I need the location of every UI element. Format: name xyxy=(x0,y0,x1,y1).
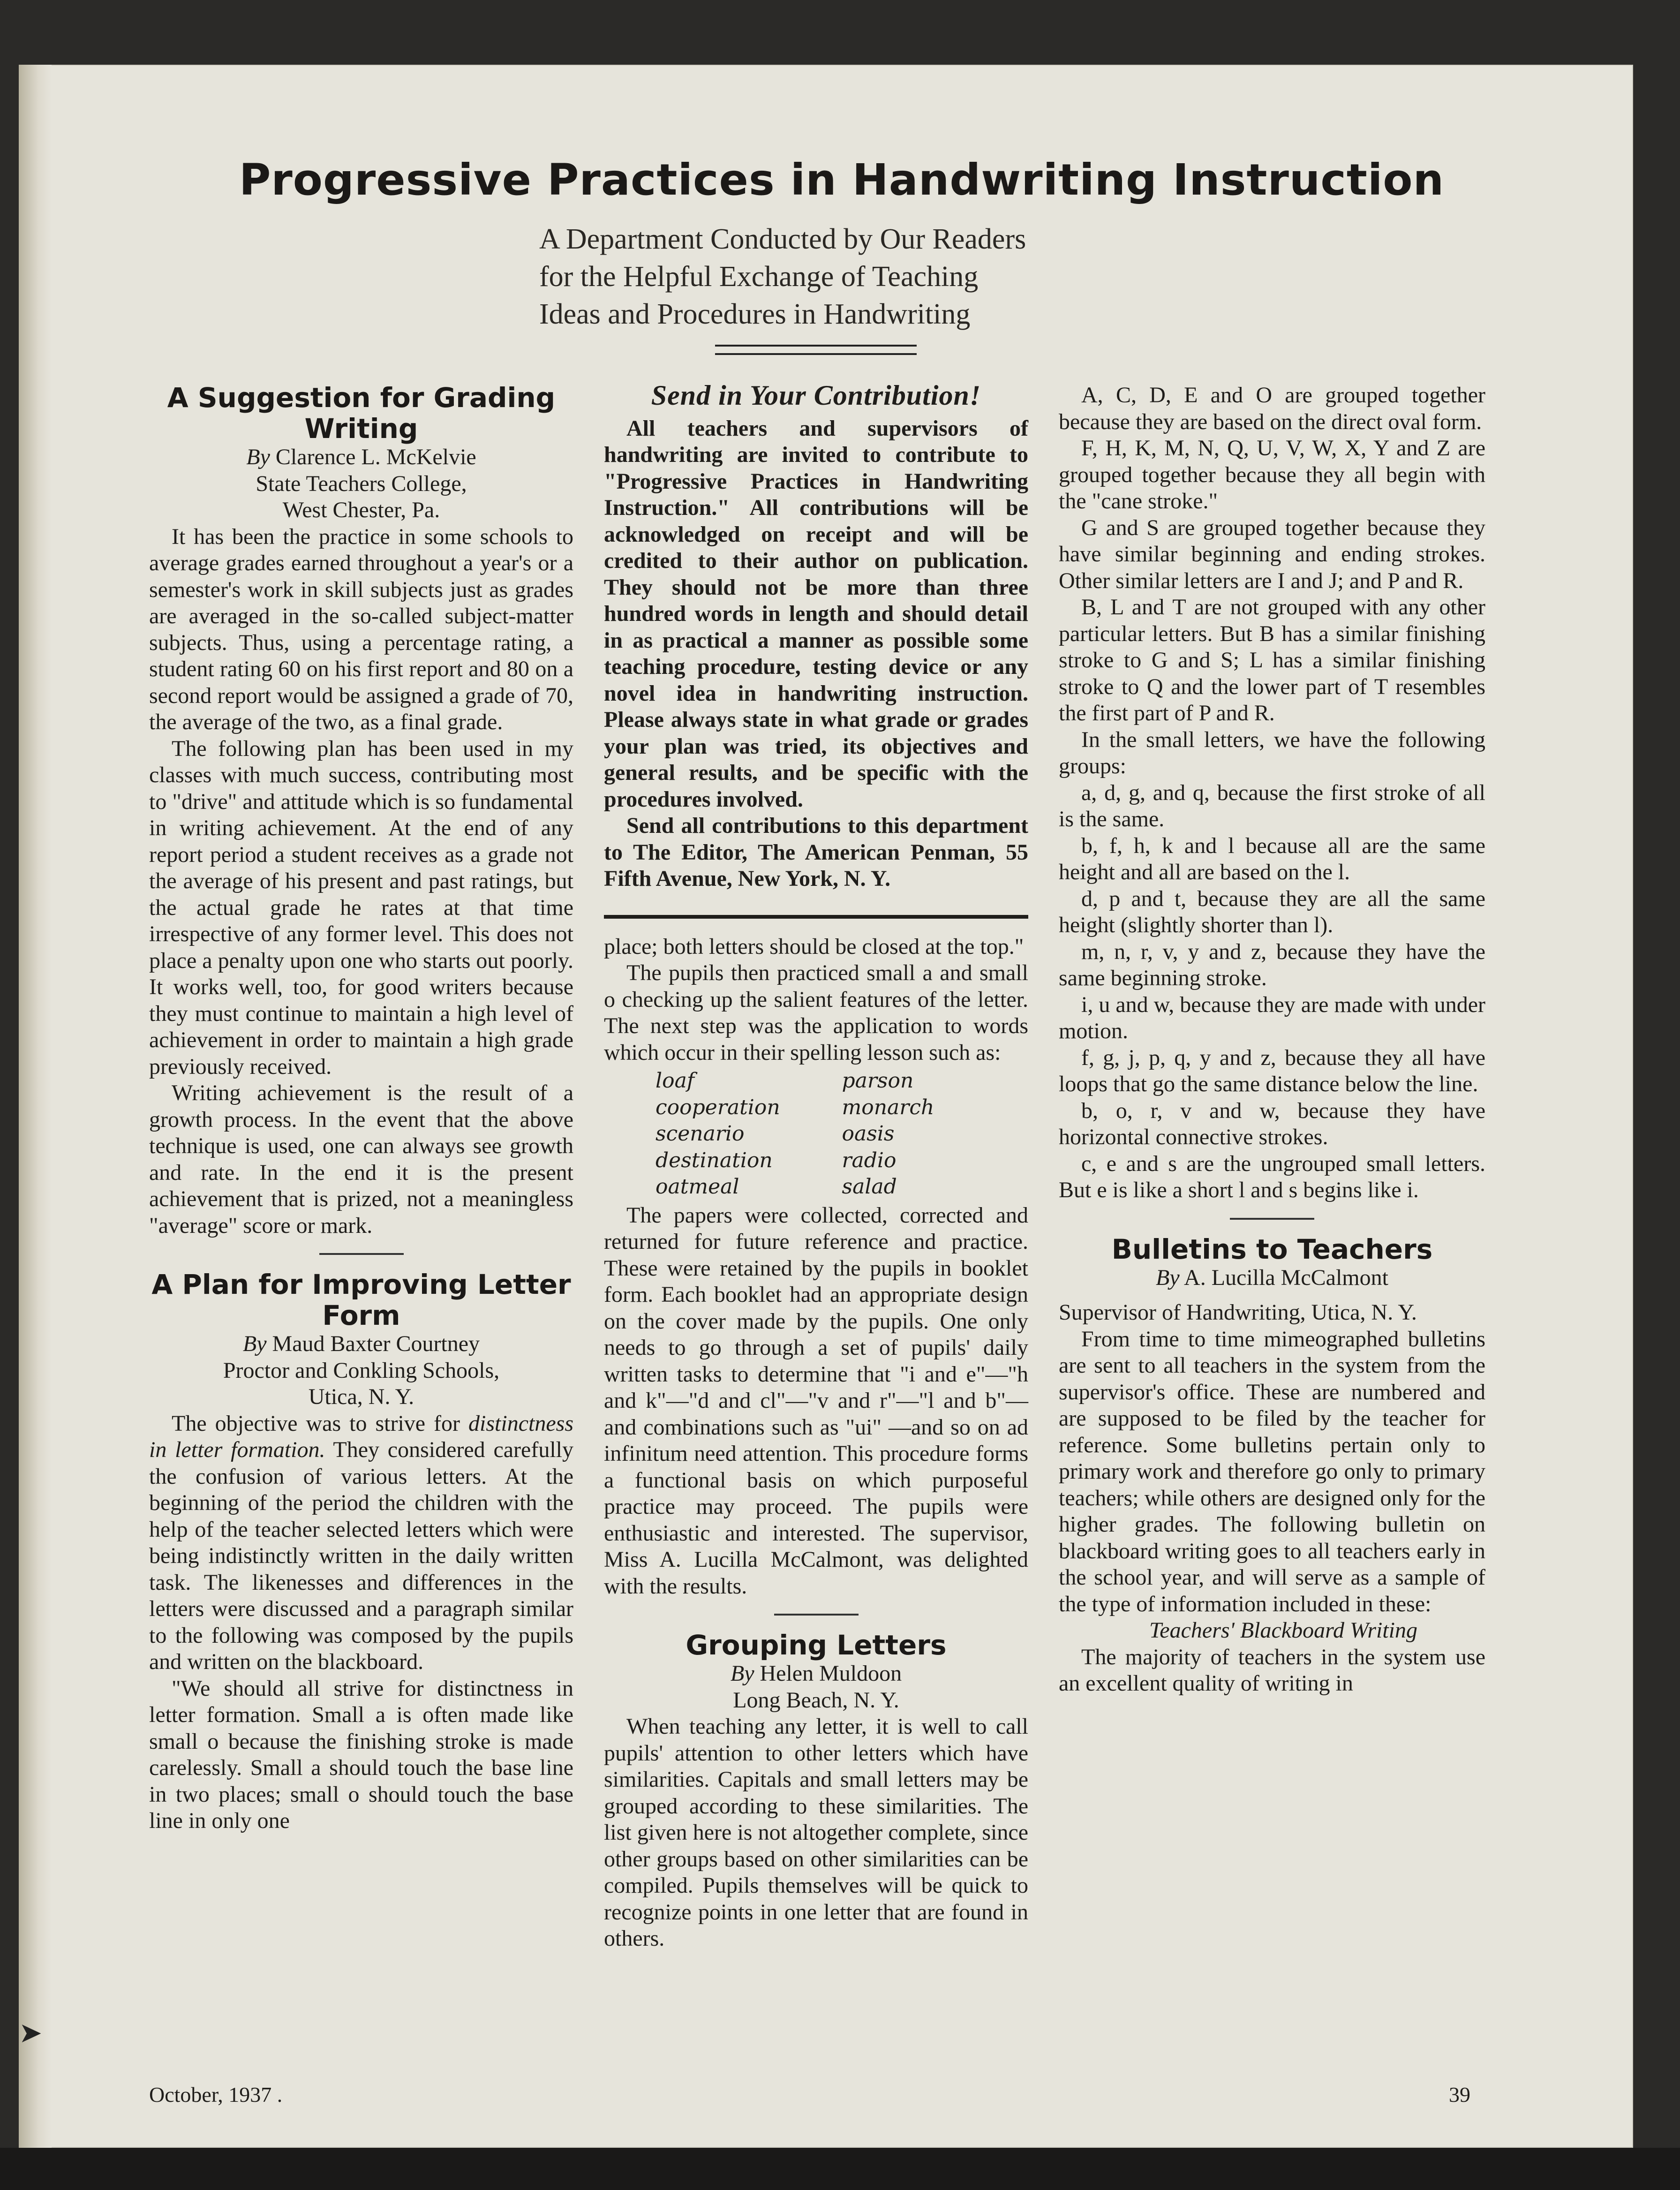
contribution-notice xyxy=(604,382,1028,892)
article-title-grading: A Suggestion for Grading Writing xyxy=(167,382,556,445)
paragraph: a, d, g, and q, because the first stroke of all is the same. xyxy=(1059,780,1485,831)
word-item: oatmeal xyxy=(655,1175,739,1199)
byline-mccalmont xyxy=(1059,1265,1485,1291)
paragraph: It has been the practice in some schools to average grades earned throughout a year's or a semester's work in skill subjects just as grades are averaged in the so-called subject-matter subjects. Thus, using a percentage rating, a student rating 60 on his first report and 80 on a second report would be assigned a grade of 70, the average of the two, as a final grade. xyxy=(149,524,573,734)
paragraph: d, p and t, because they are all the same height (slightly shorter than l). xyxy=(1059,886,1485,937)
page-spine-shadow xyxy=(19,65,52,2148)
paragraph: G and S are grouped together because they have similar beginning and ending strokes. Other similar letters are I and J; and P and R. xyxy=(1059,515,1485,593)
author-name: A. Lucilla McCalmont xyxy=(1184,1265,1388,1290)
affiliation-line: Supervisor of Handwriting, Utica, N. Y. xyxy=(1059,1300,1417,1325)
paragraph: From time to time mimeographed bulletins are sent to all teachers in the system from the supervisor's office. These are numbered and are supposed to be filed by the teacher for reference. Some bulletins pertain only to primary work and therefore go only to primary teachers; while others are designed only for the higher grades. The following bulletin on blackboard writing goes to all teachers early in the school year, and will serve as a sample of the type of information included in these: xyxy=(1059,1326,1485,1616)
word-item: loaf xyxy=(655,1069,695,1093)
article-title-grouping: Grouping Letters xyxy=(686,1629,947,1661)
affiliation-line: Proctor and Conkling Schools, xyxy=(223,1358,500,1383)
affiliation-line: State Teachers College, xyxy=(256,471,467,496)
column-middle xyxy=(604,382,1028,1952)
section-divider xyxy=(1230,1218,1314,1220)
paragraph: When teaching any letter, it is well to call pupils' attention to other letters which have similarities. Capitals and small letters may be grouped according to these similarities. The list given here is not altogether complete, since other groups based on other similarities can be compiled. Pupils themselves will be quick to recognize points in one letter that are found in others. xyxy=(604,1714,1028,1951)
paragraph: "We should all strive for distinctness in letter formation. Small a is often made like small o because the finishing stroke is made carelessly. Small a should touch the base line in two places; small o should touch the base line in only one xyxy=(149,1676,573,1833)
word-item: destination xyxy=(655,1148,773,1172)
paragraph: The papers were collected, corrected and returned for future reference and practice. These were retained by the pupils in booklet form. Each booklet had an appropriate design on the cover made by the pupils. One only needs to go through a set of pupils' daily written tasks to determine that "i and e"—"h and k"—"d and cl"—"v and r"—"l and b"—and combinations such as "ui" —and so on ad infinitum need attention. This procedure forms a functional basis on which purposeful practice may proceed. The pupils were enthusiastic and interested. The supervisor, Miss A. Lucilla McCalmont, was delighted with the results. xyxy=(604,1202,1028,1599)
text-run: They considered carefully the confusion of various letters. At the beginning of the period the children with the help of the teacher selected letters which were being indistinctly written in the daily written task. The likenesses and differences in the letters were discussed and a paragraph similar to the following was composed by the pupils and written on the blackboard. xyxy=(149,1437,573,1674)
paragraph-continued: place; both letters should be closed at the top." xyxy=(604,934,1024,959)
byline-mckelvie xyxy=(149,444,573,471)
margin-arrow-icon: ➤ xyxy=(19,2017,43,2048)
paragraph: b, o, r, v and w, because they have horizontal connective strokes. xyxy=(1059,1098,1485,1149)
author-name: Helen Muldoon xyxy=(760,1661,902,1686)
section-divider xyxy=(319,1253,404,1255)
paragraph xyxy=(149,1411,573,1676)
title-double-rule xyxy=(715,345,917,355)
word-item: cooperation xyxy=(655,1095,780,1119)
scan-bottom-edge xyxy=(0,2148,1680,2190)
word-item: monarch xyxy=(842,1095,934,1119)
article-title-bulletins: Bulletins to Teachers xyxy=(1111,1233,1433,1265)
word-item: salad xyxy=(842,1175,897,1199)
affiliation-line: Utica, N. Y. xyxy=(308,1384,414,1409)
department-subtitle-line-3: Ideas and Procedures in Handwriting xyxy=(539,298,971,330)
byline-courtney xyxy=(149,1331,573,1358)
paragraph: c, e and s are the ungrouped small letters. But e is like a short l and s begins like i. xyxy=(1059,1151,1485,1202)
bulletin-subheading: Teachers' Blackboard Writing xyxy=(1149,1618,1417,1643)
paragraph: In the small letters, we have the following groups: xyxy=(1059,727,1485,778)
paragraph: The majority of teachers in the system use an excellent quality of writing in xyxy=(1059,1644,1485,1696)
department-subtitle-line-1: A Department Conducted by Our Readers xyxy=(539,223,1026,255)
italic-phrase: distinctness in letter formation. xyxy=(149,1411,573,1462)
author-name: Clarence L. McKelvie xyxy=(275,445,476,469)
paragraph: Writing achievement is the result of a growth process. In the event that the above technique is used, one can always see growth and rate. In the end it is the present achievement that is prized, not a meaningless "average" score or mark. xyxy=(149,1080,573,1238)
column-left xyxy=(149,382,573,1835)
author-name: Maud Baxter Courtney xyxy=(272,1331,480,1356)
article-title-letter-form: A Plan for Improving Letter Form xyxy=(151,1269,571,1331)
by-label: By xyxy=(246,445,270,469)
section-divider xyxy=(774,1614,859,1616)
paragraph: B, L and T are not grouped with any other particular letters. But B has a similar finishing stroke to G and S; L has a similar finishing stroke to Q and the lower part of T resembles the first part of P and R. xyxy=(1059,595,1485,725)
department-subtitle-line-2: for the Helpful Exchange of Teaching xyxy=(539,261,979,293)
paragraph: The following plan has been used in my classes with much success, contributing most to "drive" and attitude which is so fundamental in writing achievement. At the end of any report period a student receives as a grade not the average of his present and past ratings, but the actual grade he rates at that time irrespective of any former level. This does not place a penalty upon one who starts out poorly. It works well, too, for good writers because they must continue to maintain a high level of achievement in order to maintain a high grade previously received. xyxy=(149,736,573,1079)
word-item: scenario xyxy=(655,1122,745,1146)
text-run: The objective was to strive for xyxy=(172,1411,468,1436)
page-title: Progressive Practices in Handwriting Instruction xyxy=(239,155,1445,205)
paragraph: b, f, h, k and l because all are the same height and all are based on the l. xyxy=(1059,833,1485,884)
affiliation-line: West Chester, Pa. xyxy=(282,498,440,522)
byline-muldoon xyxy=(604,1661,1028,1687)
paragraph: A, C, D, E and O are grouped together because they are based on the direct oval form. xyxy=(1059,383,1485,434)
by-label: By xyxy=(730,1661,754,1686)
paragraph: m, n, r, v, y and z, because they have the same beginning stroke. xyxy=(1059,939,1485,990)
footer-page-number: 39 xyxy=(1449,2083,1470,2107)
paragraph: F, H, K, M, N, Q, U, V, W, X, Y and Z are grouped together because they all begin with the "cane stroke." xyxy=(1059,436,1485,514)
heavy-rule xyxy=(604,915,1028,919)
by-label: By xyxy=(1156,1265,1180,1290)
paragraph: All teachers and supervisors of handwriting are invited to contribute to "Progressive Practices in Handwriting Instruction." All contributions will be acknowledged on receipt and will be credited to their author on publication. They should not be more than three hundred words in length and should detail in as practical a manner as possible some teaching procedure, testing device or any novel idea in handwriting instruction. Please always state in what grade or grades your plan was tried, its objectives and general results, and be specific with the procedures involved. xyxy=(604,415,1028,812)
by-label: By xyxy=(242,1331,267,1356)
word-item: parson xyxy=(842,1069,914,1093)
contribution-title: Send in Your Contribution! xyxy=(651,380,981,411)
word-item: radio xyxy=(842,1148,897,1172)
footer-issue-date: October, 1937 . xyxy=(149,2083,283,2107)
affiliation-line: Long Beach, N. Y. xyxy=(733,1687,899,1713)
paragraph: i, u and w, because they are made with under motion. xyxy=(1059,992,1485,1043)
paragraph: Send all contributions to this department to The Editor, The American Penman, 55 Fifth Avenue, New York, N. Y. xyxy=(604,813,1028,891)
spelling-word-list xyxy=(604,1068,1028,1201)
paragraph: The pupils then practiced small a and small o checking up the salient features of the letter. The next step was the application to words which occur in their spelling lesson such as: xyxy=(604,960,1028,1065)
word-item: oasis xyxy=(842,1122,895,1146)
column-right xyxy=(1059,382,1485,1697)
paragraph: f, g, j, p, q, y and z, because they all have loops that go the same distance below the line. xyxy=(1059,1045,1485,1096)
